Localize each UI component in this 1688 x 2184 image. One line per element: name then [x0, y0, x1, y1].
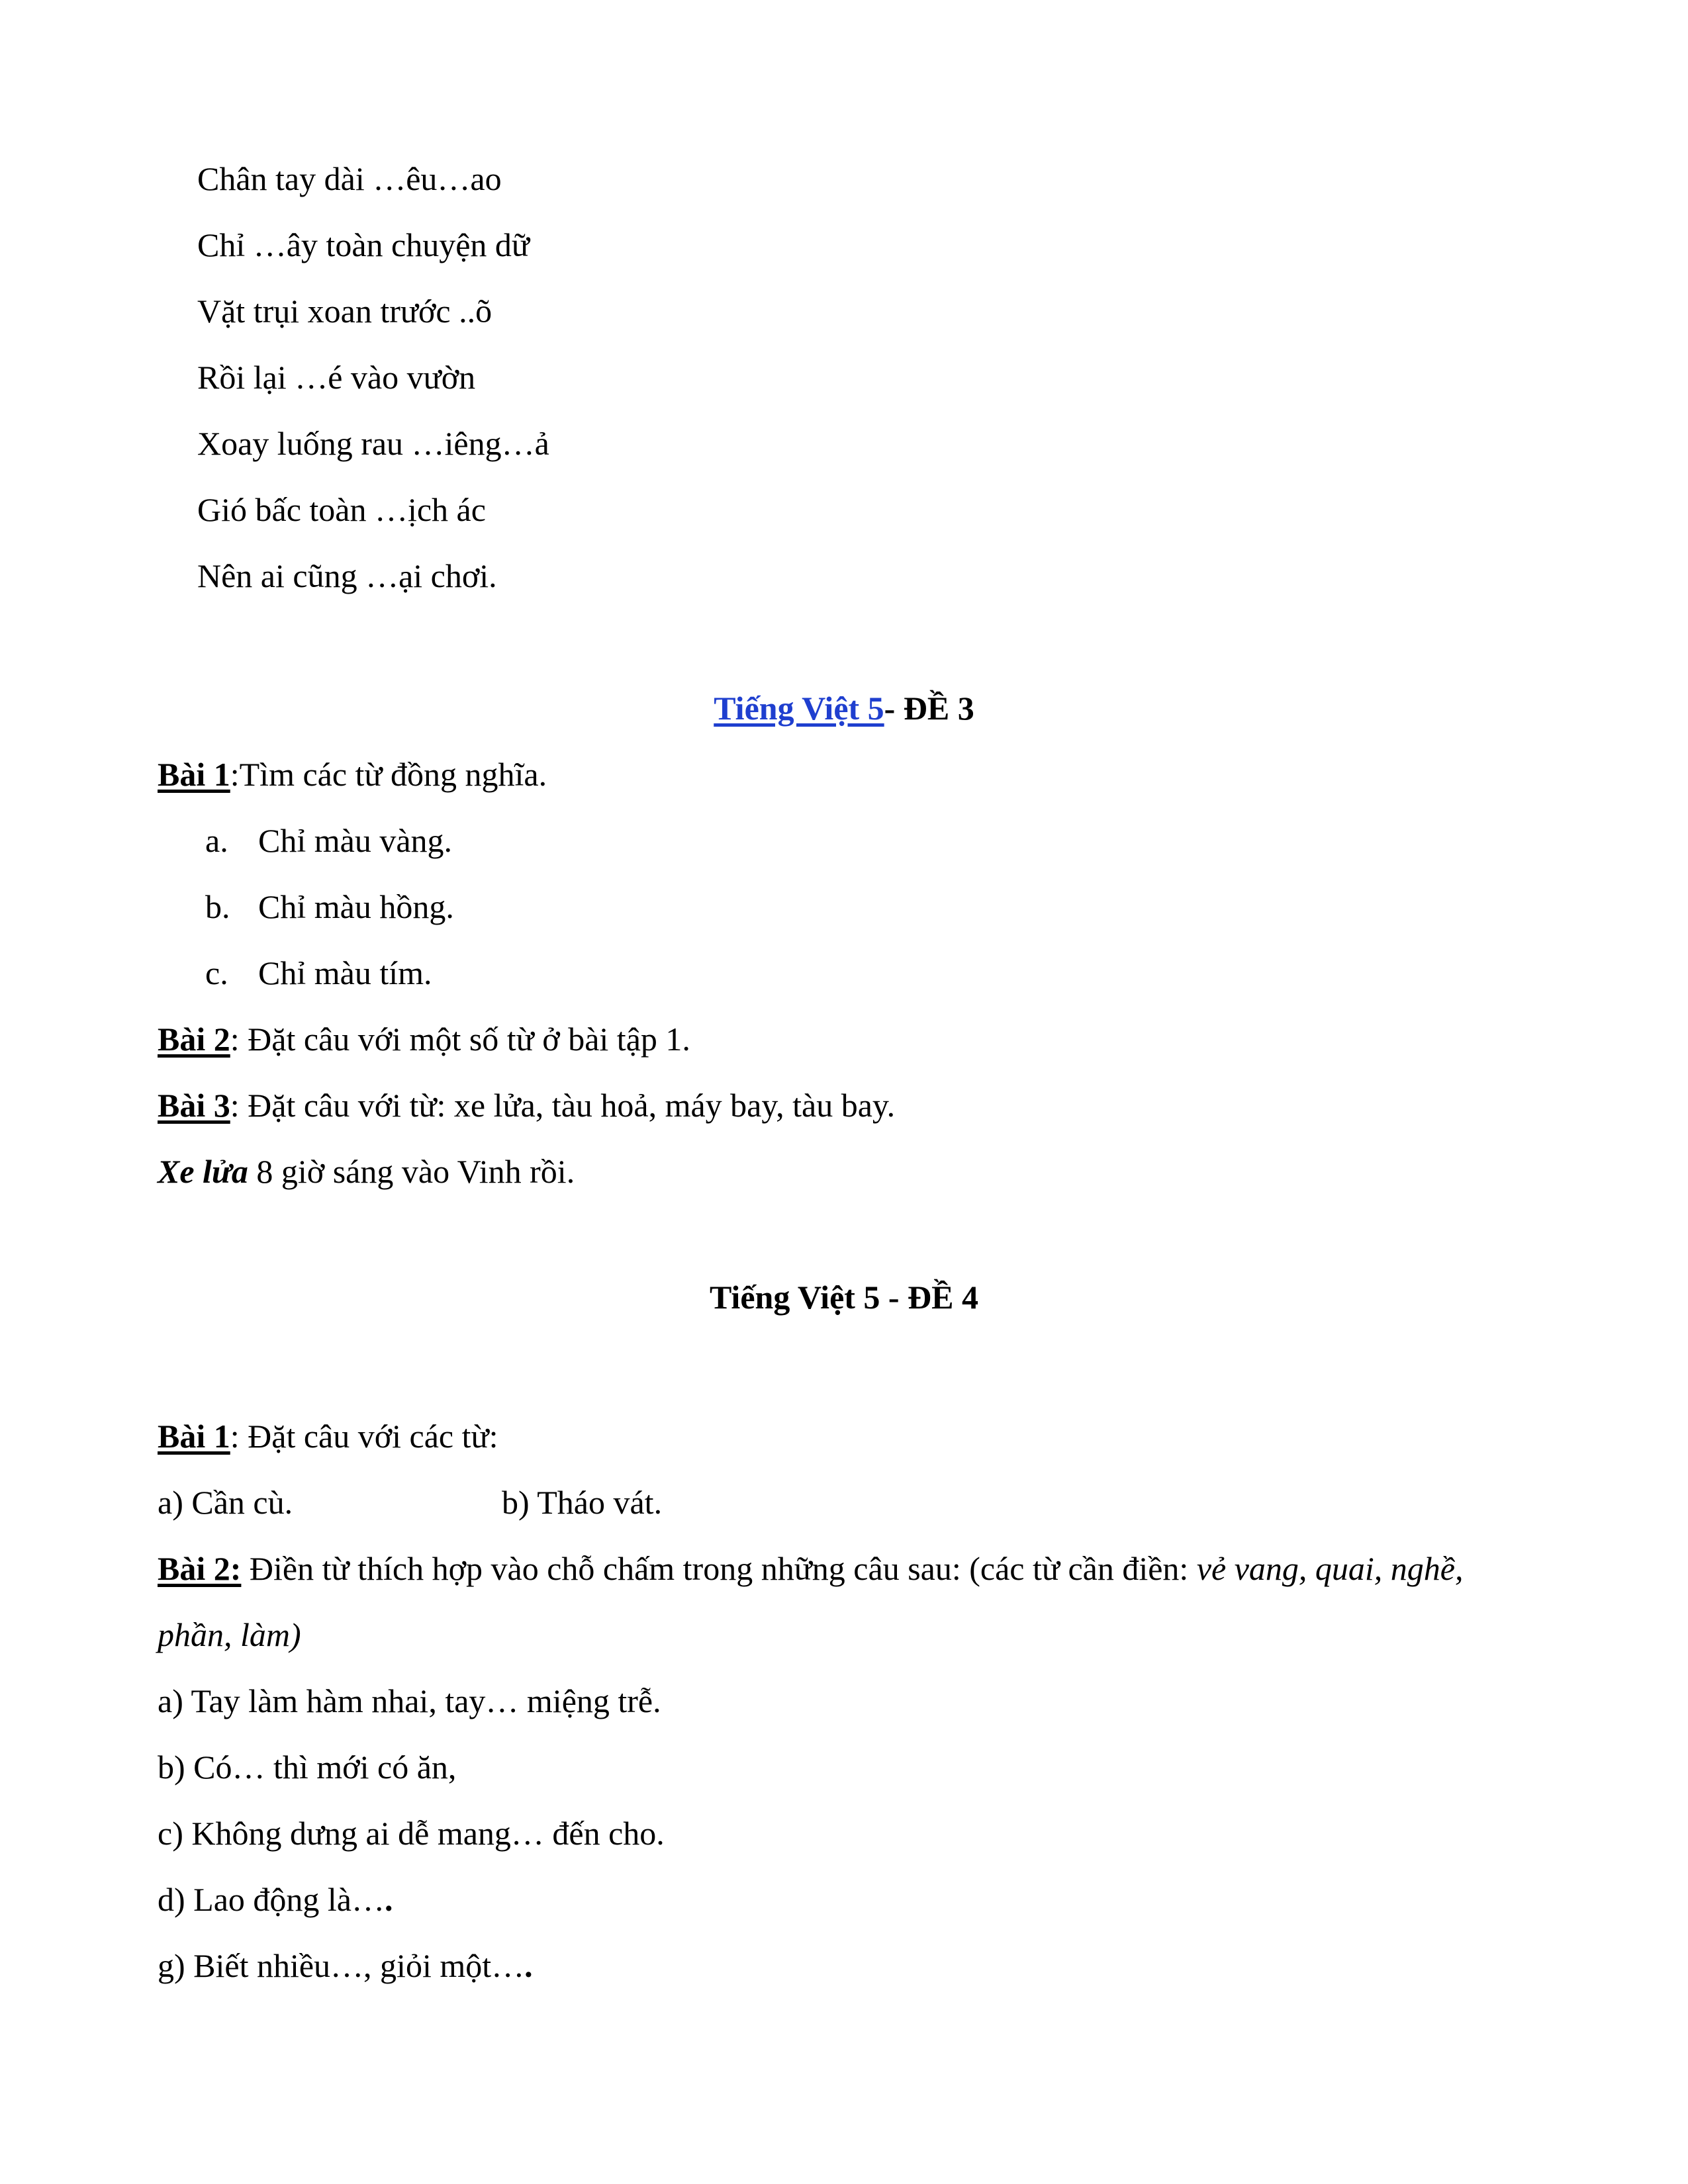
example-text: 8 giờ sáng vào Vinh rồi.	[248, 1153, 575, 1190]
option-b: b) Tháo vát.	[502, 1484, 663, 1521]
poem-line: Chỉ …ây toàn chuyện dữ	[197, 226, 530, 263]
options-row	[158, 1482, 663, 1522]
section-heading-de4: Tiếng Việt 5 - ĐỀ 4	[709, 1279, 979, 1316]
poem-line: Xoay luống rau …iêng…ả	[197, 425, 549, 462]
option-a: a) Cần cù.	[158, 1484, 293, 1521]
section-heading-de3	[0, 688, 1688, 728]
list-item-text: Chỉ màu tím.	[258, 954, 432, 991]
trailing-dot: .	[384, 1881, 393, 1918]
exercise-label: Bài 2	[158, 1021, 230, 1058]
fill-sentence-text: d) Lao động là…	[158, 1881, 385, 1918]
exercise-label: Bài 1	[158, 756, 230, 793]
poem-line: Gió bấc toàn …ịch ác	[197, 491, 486, 528]
list-marker: c.	[205, 954, 228, 991]
list-item	[205, 953, 432, 993]
exercise-3	[158, 1085, 895, 1125]
list-item-text: Chỉ màu vàng.	[258, 822, 453, 859]
exercise-1	[158, 754, 547, 794]
fill-sentence: a) Tay làm hàm nhai, tay… miệng trễ.	[158, 1682, 661, 1719]
heading-link[interactable]: Tiếng Việt 5	[714, 690, 884, 727]
exercise-text: : Đặt câu với các từ:	[230, 1418, 498, 1455]
exercise-text: : Đặt câu với từ: xe lửa, tàu hoả, máy bay, tàu bay.	[230, 1087, 896, 1124]
example-sentence	[158, 1152, 575, 1191]
example-keyword: Xe lửa	[158, 1153, 248, 1190]
exercise-label: Bài 2:	[158, 1550, 242, 1587]
exercise-text: Điền từ thích hợp vào chỗ chấm trong những câu sau: (các từ cần điền:	[241, 1550, 1197, 1587]
list-item	[205, 821, 452, 860]
fill-sentence	[158, 1880, 393, 1919]
exercise-1	[158, 1416, 498, 1456]
list-item	[205, 887, 454, 927]
poem-line: Vặt trụi xoan trước ..õ	[197, 293, 492, 330]
heading-suffix: - ĐỀ 3	[884, 690, 974, 727]
trailing-dot: .	[524, 1947, 533, 1984]
fill-sentence-text: g) Biết nhiều…, giỏi một…	[158, 1947, 525, 1984]
list-item-text: Chỉ màu hồng.	[258, 888, 454, 925]
fill-sentence	[158, 1946, 533, 1985]
exercise-label: Bài 1	[158, 1418, 230, 1455]
exercise-2	[158, 1535, 1541, 1668]
list-marker: b.	[205, 888, 230, 925]
poem-line: Nên ai cũng …ại chơi.	[197, 557, 497, 594]
fill-sentence: b) Có… thì mới có ăn,	[158, 1749, 457, 1786]
fill-sentence: c) Không dưng ai dễ mang… đến cho.	[158, 1815, 665, 1852]
exercise-2	[158, 1019, 690, 1059]
fill-in-words: vẻ vang, quai, nghề, phần, làm)	[158, 1550, 1464, 1653]
exercise-label: Bài 3	[158, 1087, 230, 1124]
poem-line: Chân tay dài …êu…ao	[197, 160, 502, 197]
poem-line: Rồi lại …é vào vườn	[197, 359, 476, 396]
exercise-text: : Đặt câu với một số từ ở bài tập 1.	[230, 1021, 690, 1058]
exercise-text: :Tìm các từ đồng nghĩa.	[230, 756, 547, 793]
list-marker: a.	[205, 822, 228, 859]
